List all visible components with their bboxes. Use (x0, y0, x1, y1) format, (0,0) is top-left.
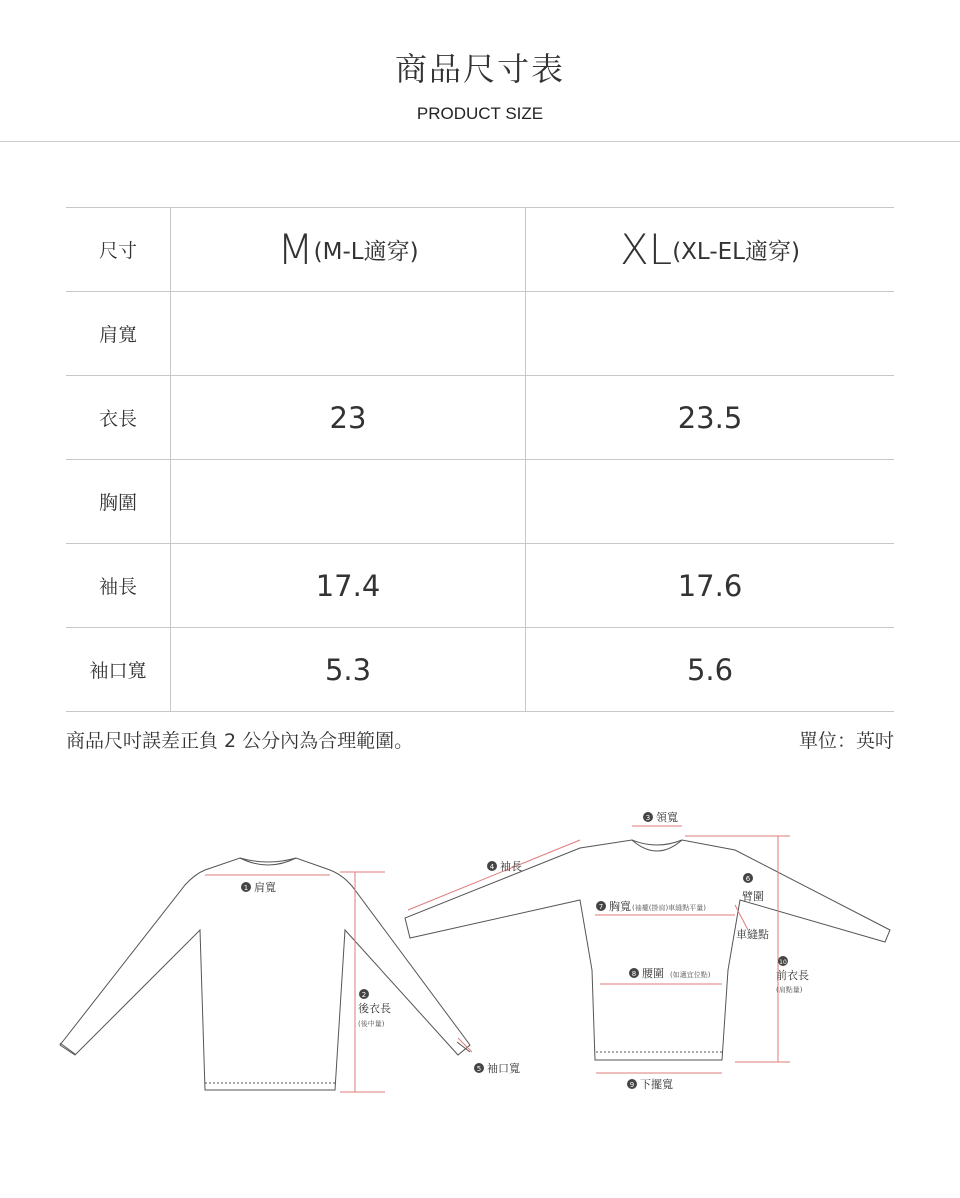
waist-label: 腰圍 (642, 967, 664, 980)
table-row (66, 292, 894, 376)
table-cell: 17.4 (171, 544, 526, 628)
table-cell: 23 (171, 376, 526, 460)
table-cell: 5.3 (171, 628, 526, 712)
front-length-note: (肩點量) (776, 986, 803, 994)
header-divider (0, 141, 960, 142)
table-row (66, 544, 894, 628)
arm-label: 臂圍 (742, 890, 764, 903)
marker-4-number: 4 (489, 863, 495, 871)
front-length-label: 前衣長 (776, 969, 809, 982)
unit-label: 單位：英吋 (798, 730, 894, 752)
table-cell: 17.6 (526, 544, 895, 628)
back-length-label: 後衣長 (358, 1002, 391, 1015)
marker-7-number: 7 (598, 903, 604, 911)
table-cell (526, 292, 895, 376)
size-fit: (XL-EL適穿) (672, 239, 800, 265)
page-title: 商品尺寸表 (394, 50, 565, 88)
neck-label: 領寬 (656, 811, 678, 824)
chest-note: (袖襱(掛肩)車縫點平量) (632, 904, 706, 912)
marker-2 (359, 989, 369, 999)
page-subtitle: PRODUCT SIZE (416, 104, 544, 123)
chest-label: 胸寬 (609, 900, 631, 913)
marker-7 (596, 901, 606, 911)
marker-1 (241, 882, 251, 892)
hem-label: 下擺寬 (640, 1078, 673, 1091)
marker-5 (474, 1063, 484, 1073)
column-header-m (171, 208, 526, 292)
table-row (66, 628, 894, 712)
marker-8 (629, 968, 639, 978)
row-label: 袖長 (66, 544, 171, 628)
column-header-xl (526, 208, 895, 292)
marker-9 (627, 1079, 637, 1089)
shoulder-label: 肩寬 (254, 881, 276, 894)
size-table (66, 207, 894, 712)
size-header-label: 尺寸 (66, 208, 171, 292)
row-label: 肩寬 (66, 292, 171, 376)
marker-3 (643, 812, 653, 822)
table-cell: 5.6 (526, 628, 895, 712)
size-code: M (277, 225, 314, 274)
marker-8-number: 8 (631, 970, 637, 978)
marker-2-number: 2 (361, 991, 367, 999)
marker-6 (743, 873, 753, 883)
tolerance-note: 商品尺吋誤差正負 2 公分內為合理範圍。 (66, 730, 414, 752)
cuff-label: 袖口寬 (487, 1062, 520, 1075)
table-cell (171, 292, 526, 376)
marker-10 (778, 956, 788, 966)
table-header-row (66, 208, 894, 292)
table-cell: 23.5 (526, 376, 895, 460)
size-fit: (M-L適穿) (313, 239, 419, 265)
marker-3-number: 3 (645, 814, 651, 822)
waist-note: (如適宜位點) (670, 971, 711, 979)
marker-5-number: 5 (476, 1065, 482, 1073)
table-row (66, 460, 894, 544)
marker-10-number: 10 (779, 959, 787, 966)
table-cell (171, 460, 526, 544)
marker-1-number: 1 (243, 884, 249, 892)
size-code: XL (620, 225, 673, 274)
garment-diagram (0, 790, 960, 1120)
back-length-note: (後中量) (358, 1020, 385, 1028)
row-label: 衣長 (66, 376, 171, 460)
sleeve-label: 袖長 (500, 860, 522, 873)
sleeve-measure-line (408, 840, 580, 910)
seam-label: 車縫點 (736, 928, 769, 941)
row-label: 胸圍 (66, 460, 171, 544)
marker-9-number: 9 (629, 1081, 635, 1089)
marker-4 (487, 861, 497, 871)
row-label: 袖口寬 (66, 628, 171, 712)
front-shirt-outline (405, 840, 890, 1060)
marker-6-number: 6 (745, 875, 751, 883)
table-cell (526, 460, 895, 544)
table-row (66, 376, 894, 460)
